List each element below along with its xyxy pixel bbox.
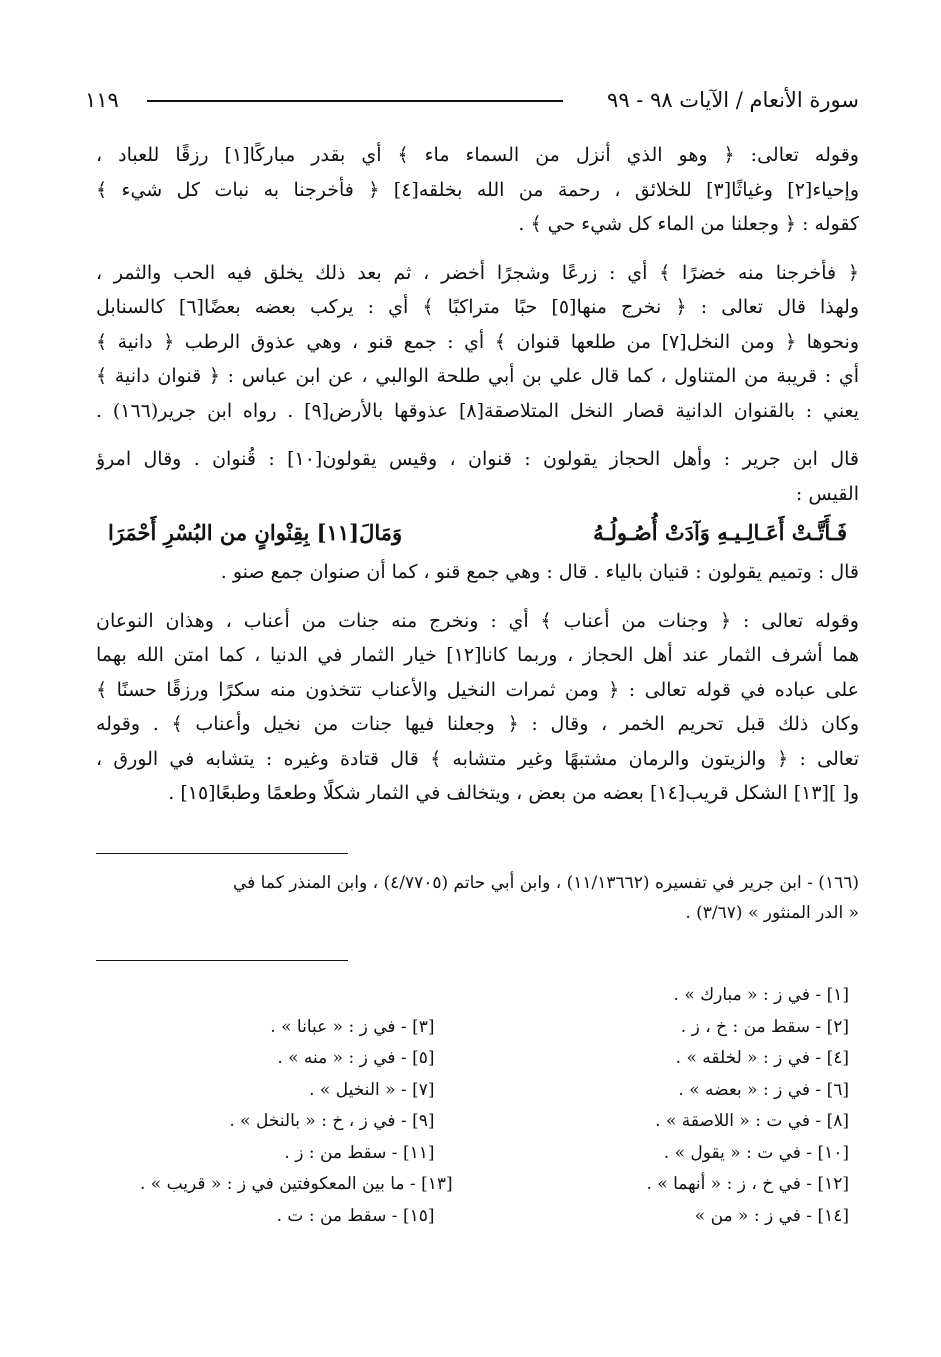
footnote-line: (١٦٦) - ابن جرير في تفسيره (١١/١٣٦٦٢) ، وابن أبي حاتم (٤/٧٧٠٥) ، وابن المنذر كما في — [232, 873, 859, 893]
variant-note: [١٠] - في ت : « يقول » . — [663, 1142, 849, 1163]
verse-first-hemistich: فَـأَتَّـتْ أَعَـالِـيـهِ وَآدَتْ أُصُـولُـهُ — [593, 520, 847, 545]
header-rule — [147, 100, 563, 102]
page-number: ١١٩ — [85, 88, 119, 112]
variant-note: [٨] - في ت : « اللاصقة » . — [655, 1111, 849, 1131]
text-line: أي : قريبة من المتناول ، كما قال علي بن أبي طلحة الوالبي ، عن ابن عباس : ﴿ قنوان دانية ﴾ — [96, 365, 859, 387]
variant-note: [٦] - في ز : « بعضه » . — [678, 1079, 849, 1100]
text-line: هما أشرف الثمار عند أهل الحجاز ، وربما كانا[١٢] خيار الثمار في الدنيا ، كما امتن الله بهما — [96, 644, 859, 666]
text-line: كقوله : ﴿ وجعلنا من الماء كل شيء حي ﴾ . — [518, 213, 859, 235]
variant-note: [١٣] - ما بين المعكوفتين في ز : « قريب » . — [140, 1174, 453, 1194]
text-line: ولهذا قال تعالى : ﴿ نخرج منها[٥] حبًا متراكبًا ﴾ أي : يركب بعضه بعضًا[٦] كالسنابل — [96, 296, 859, 318]
footnote-divider — [96, 960, 348, 961]
text-line: ﴿ فأخرجنا منه خضرًا ﴾ أي : زرعًا وشجرًا أخضر ، ثم بعد ذلك يخلق فيه الحب والثمر ، — [96, 261, 859, 284]
text-line: قال : وتميم يقولون : قنيان بالياء . قال : وهي جمع قنو ، كما أن صنوان جمع صنو . — [220, 561, 859, 583]
variant-note: [١٢] - في خ ، ز : « أنهما » . — [646, 1174, 849, 1194]
footnote-divider — [96, 853, 348, 854]
variant-note: [١] - في ز : « مبارك » . — [673, 985, 849, 1005]
variant-note: [٢] - سقط من : خ ، ز . — [680, 1016, 849, 1037]
variant-note: [١٥] - سقط من : ت . — [276, 1205, 435, 1226]
text-line: قال ابن جرير : وأهل الحجاز يقولون : قنوان ، وقيس يقولون[١٠] : قُنوان . وقال امرؤ — [96, 448, 859, 470]
text-line: وإحياء[٢] وغياثًا[٣] للخلائق ، رحمة من الله بخلقه[٤] ﴿ فأخرجنا به نبات كل شيء ﴾ — [96, 178, 859, 201]
text-line: تعالى : ﴿ والزيتون والرمان مشتبهًا وغير متشابه ﴾ قال قتادة وغيره : يتشابه في الورق ، — [96, 747, 859, 770]
variant-note: [٩] - في ز ، خ : « بالنخل » . — [229, 1111, 435, 1131]
variant-note: [٣] - في ز : « عبانا » . — [270, 1016, 435, 1037]
text-line: يعني : بالقنوان الدانية قصار النخل المتلاصقة[٨] عذوقها بالأرض[٩] . رواه ابن جرير(١٦٦) . — [96, 399, 859, 422]
text-line: وقوله تعالى : ﴿ وجنات من أعناب ﴾ أي : ونخرج منه جنات من أعناب ، وهذان النوعان — [96, 609, 859, 632]
text-line: على عباده في قوله تعالى : ﴿ ومن ثمرات النخيل والأعناب تتخذون منه سكرًا ورزقًا حسنًا ﴾ — [96, 678, 859, 701]
variant-note: [١٤] - في ز : « من » — [694, 1205, 849, 1226]
text-line: ونحوها ﴿ ومن النخل[٧] من طلعها قنوان ﴾ أي : جمع قنو ، وهي عذوق الرطب ﴿ دانية ﴾ — [96, 330, 859, 353]
footnote-line: « الدر المنثور » (٣/٦٧) . — [685, 903, 859, 923]
variant-note: [١١] - سقط من : ز . — [284, 1142, 435, 1163]
variant-note: [٤] - في ز : « لخلقه » . — [675, 1048, 849, 1068]
verse-second-hemistich: وَمَالَ[١١] بِقِنْوانٍ من البُسْرِ أَحْمَرَا — [108, 520, 403, 545]
variant-note: [٧] - « النخيل » . — [309, 1079, 435, 1100]
text-line: و[ ][١٣] الشكل قريب[١٤] بعضه من بعض ، ويتخالف في الثمار شكلًا وطعمًا وطبعًا[١٥] . — [168, 782, 859, 804]
source-footnote — [96, 868, 859, 928]
text-line: وكان ذلك قبل تحريم الخمر ، وقال : ﴿ وجعلنا فيها جنات من نخيل وأعناب ﴾ . وقوله — [96, 713, 859, 735]
variant-note — [140, 980, 555, 1012]
poetry-verse — [96, 511, 859, 555]
surah-title: سورة الأنعام / الآيات ٩٨ - ٩٩ — [607, 88, 859, 112]
main-text — [96, 138, 859, 811]
text-line: القيس : — [795, 482, 859, 505]
variant-notes — [140, 980, 849, 1232]
variant-note: [٥] - في ز : « منه » . — [277, 1048, 435, 1068]
text-line: وقوله تعالى: ﴿ وهو الذي أنزل من السماء ماء ﴾ أي بقدر مباركًا[١] رزقًا للعباد ، — [96, 144, 859, 166]
page-header — [85, 88, 859, 118]
